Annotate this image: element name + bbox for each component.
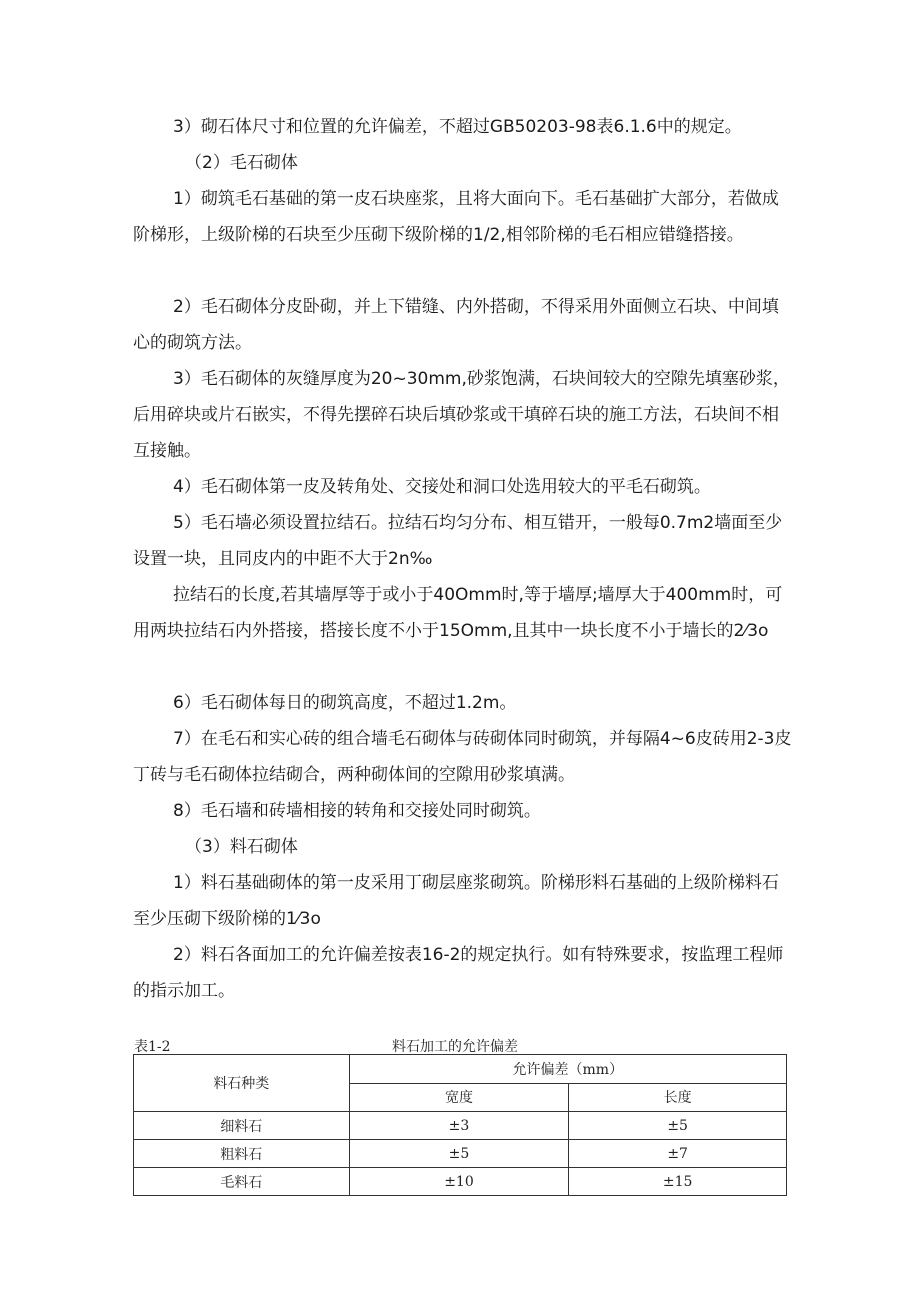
section-heading-rubble-masonry: （2）毛石砌体 bbox=[185, 153, 298, 173]
cell-type: 粗料石 bbox=[134, 1140, 350, 1168]
cell-length: ±15 bbox=[569, 1168, 787, 1196]
paragraph-dressed-2: 2）料石各面加工的允许偏差按表16-2的规定执行。如有特殊要求，按监理工程师的指示加工。 bbox=[133, 945, 784, 1001]
table-row bbox=[134, 1140, 787, 1168]
paragraph-rubble-2: 2）毛石砌体分皮卧砌，并上下错缝、内外搭砌，不得采用外面侧立石块、中间填心的砌筑方法。 bbox=[133, 297, 779, 353]
cell-length: ±5 bbox=[569, 1112, 787, 1140]
header-length: 长度 bbox=[569, 1083, 787, 1112]
table-title: 料石加工的允许偏差 bbox=[392, 1039, 518, 1055]
cell-width: ±3 bbox=[349, 1112, 569, 1140]
paragraph-tolerance-note: 3）砌石体尺寸和位置的允许偏差，不超过GB50203-98表6.1.6中的规定。 bbox=[173, 117, 742, 137]
paragraph-rubble-6: 6）毛石砌体每日的砌筑高度，不超过1.2m。 bbox=[173, 693, 517, 713]
paragraph-rubble-4: 4）毛石砌体第一皮及转角处、交接处和洞口处选用较大的平毛石砌筑。 bbox=[173, 477, 711, 497]
header-allowable-deviation: 允许偏差（mm） bbox=[349, 1055, 786, 1084]
table-row bbox=[134, 1112, 787, 1140]
header-stone-type: 料石种类 bbox=[134, 1055, 350, 1112]
cell-length: ±7 bbox=[569, 1140, 787, 1168]
cell-width: ±10 bbox=[349, 1168, 569, 1196]
paragraph-dressed-1: 1）料石基础砌体的第一皮采用丁砌层座浆砌筑。阶梯形料石基础的上级阶梯料石至少压砌下级阶梯的1⁄3o bbox=[133, 873, 779, 929]
paragraph-rubble-8: 8）毛石墙和砖墙相接的转角和交接处同时砌筑。 bbox=[173, 801, 541, 821]
table-label: 表1-2 bbox=[134, 1039, 171, 1055]
section-heading-dressed-stone: （3）料石砌体 bbox=[185, 837, 298, 857]
cell-type: 毛料石 bbox=[134, 1168, 350, 1196]
paragraph-rubble-7: 7）在毛石和实心砖的组合墙毛石砌体与砖砌体同时砌筑，并每隔4~6皮砖用2-3皮丁砖与毛石砌体拉结砌合，两种砌体间的空隙用砂浆填满。 bbox=[133, 729, 792, 785]
cell-width: ±5 bbox=[349, 1140, 569, 1168]
tolerance-table bbox=[133, 1054, 787, 1196]
paragraph-rubble-1: 1）砌筑毛石基础的第一皮石块座浆，且将大面向下。毛石基础扩大部分，若做成阶梯形，上级阶梯的石块至少压砌下级阶梯的1/2,相邻阶梯的毛石相应错缝搭接。 bbox=[133, 189, 779, 245]
table-row bbox=[134, 1168, 787, 1196]
paragraph-rubble-3: 3）毛石砌体的灰缝厚度为20~30mm,砂浆饱满，石块间较大的空隙先填塞砂浆，后用碎块或片石嵌实，不得先摆碎石块后填砂浆或干填碎石块的施工方法，石块间不相互接触。 bbox=[133, 369, 790, 461]
paragraph-tie-stone-length: 拉结石的长度,若其墙厚等于或小于40Omm时,等于墙厚;墙厚大于400mm时，可用两块拉结石内外搭接，搭接长度不小于15Omm,且其中一块长度不小于墙长的2⁄3o bbox=[133, 585, 783, 641]
header-width: 宽度 bbox=[349, 1083, 569, 1112]
paragraph-rubble-5: 5）毛石墙必须设置拉结石。拉结石均匀分布、相互错开，一般每0.7m2墙面至少设置一块，且同皮内的中距不大于2n‰ bbox=[133, 513, 783, 569]
cell-type: 细料石 bbox=[134, 1112, 350, 1140]
